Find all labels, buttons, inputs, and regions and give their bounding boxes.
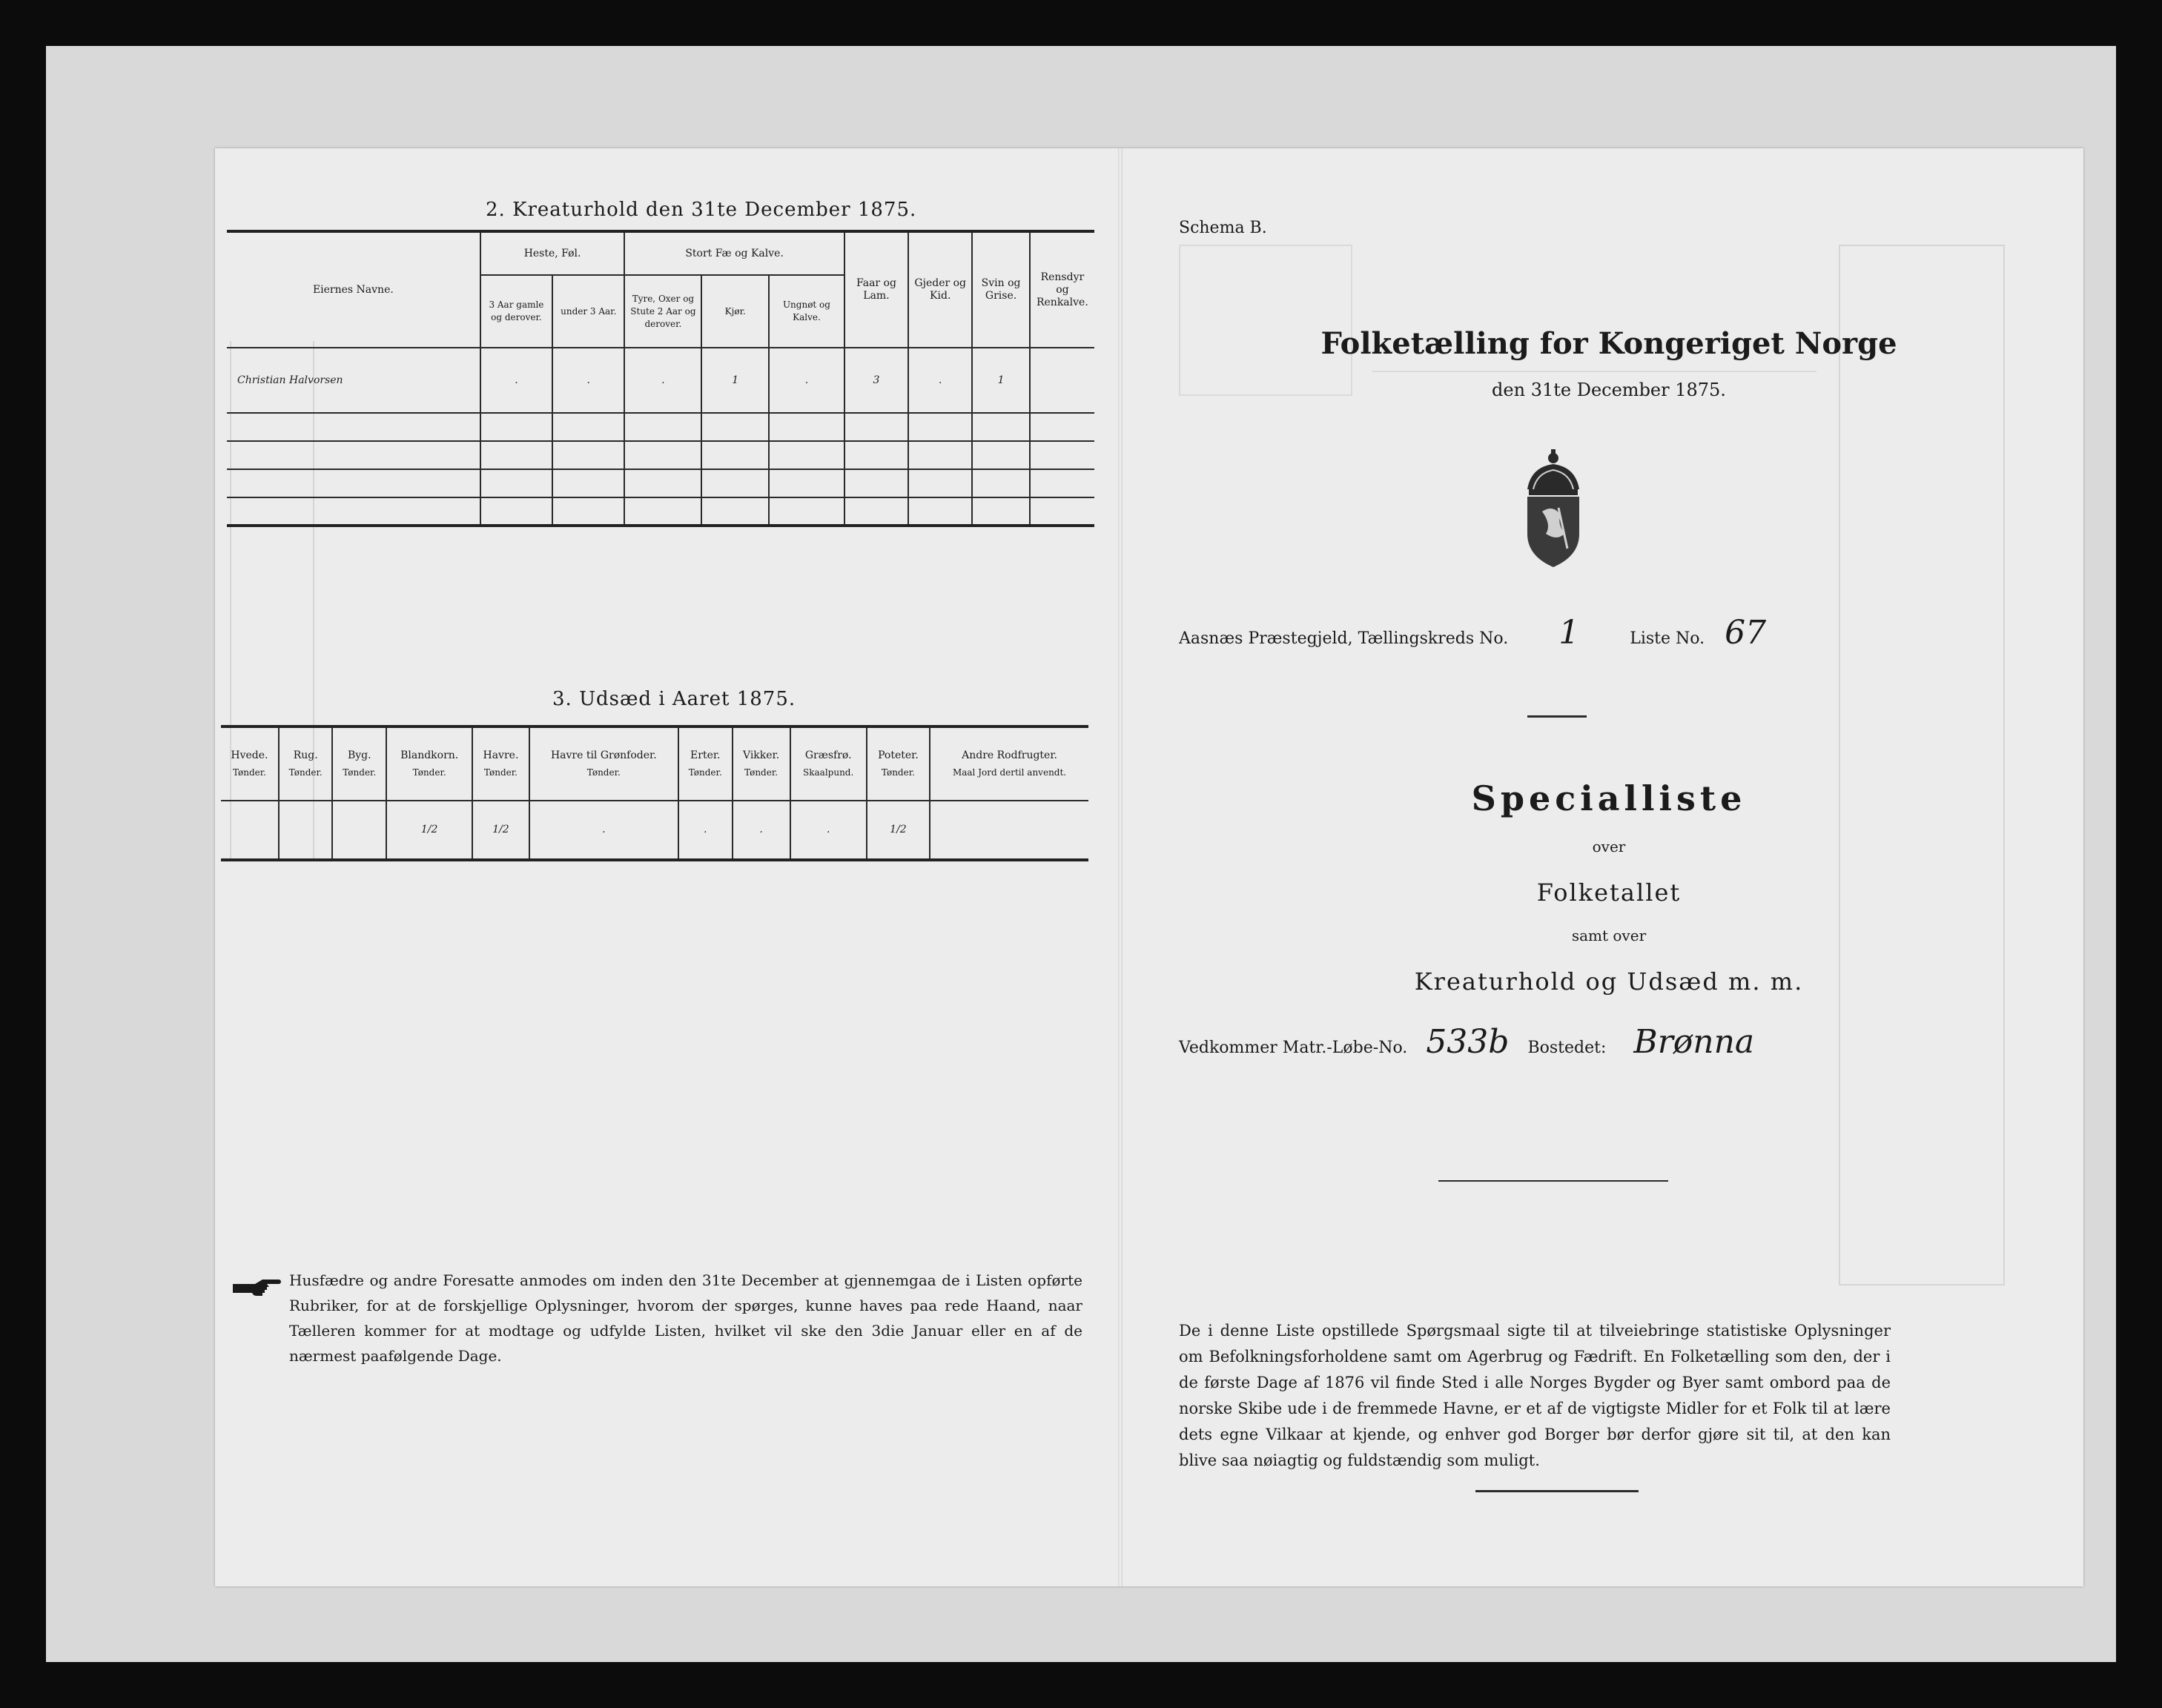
livestock-table <box>227 230 1094 527</box>
main-subtitle: den 31te December 1875. <box>1492 380 1726 400</box>
owner-name: Christian Halvorsen <box>227 348 480 413</box>
seed-table <box>221 725 1088 861</box>
col-owner: Eiernes Navne. <box>227 231 480 348</box>
col-gjeder: Gjeder og Kid. <box>908 231 972 348</box>
seed-col-unit: Tønder. <box>343 767 377 778</box>
seed-value <box>332 801 386 860</box>
livestock-row <box>227 348 1094 413</box>
seed-col-header <box>472 726 529 801</box>
cell-heste-b: . <box>552 348 624 413</box>
seed-col-unit: Tønder. <box>412 767 446 778</box>
pointing-hand-icon <box>231 1275 283 1305</box>
seed-col-header <box>790 726 867 801</box>
seed-col-header <box>733 726 790 801</box>
empty-row <box>227 497 1094 526</box>
seed-col-name: Poteter. <box>878 749 919 761</box>
seed-col-header <box>930 726 1088 801</box>
page-fold <box>1118 148 1123 1586</box>
seed-value: 1/2 <box>386 801 472 860</box>
bosted-value: Brønna <box>1633 1023 1755 1061</box>
seed-col-header <box>332 726 386 801</box>
section2-title: 2. Kreaturhold den 31te December 1875. <box>486 199 917 221</box>
empty-row <box>227 469 1094 497</box>
cell-heste-a: . <box>480 348 552 413</box>
specialliste-heading: Specialliste <box>1471 778 1747 818</box>
instruction-note: Husfædre og andre Foresatte anmodes om inden den 31te December at gjennemgaa de i Listen opførte Rubriker, for at de forskjellige Oplysninger, hvorom der spørges, kunne haves paa rede Haand, naar Tælleren kommer for at modtage og udfylde Listen, hvilket vil ske den 3die Januar eller en af de nærmest paafølgende Dage. <box>289 1271 1082 1365</box>
location-label2: Liste No. <box>1630 629 1705 648</box>
seed-col-name: Hvede. <box>231 749 268 761</box>
cell-gjeder: . <box>908 348 972 413</box>
col-faar: Faar og Lam. <box>844 231 908 348</box>
matr-label: Vedkommer Matr.-Løbe-No. <box>1179 1039 1408 1057</box>
col-stort-a: Tyre, Oxer og Stute 2 Aar og derover. <box>624 275 701 348</box>
census-sheet <box>215 148 2083 1586</box>
seed-col-name: Vikker. <box>742 749 780 761</box>
cell-faar: 3 <box>844 348 908 413</box>
coat-of-arms-icon <box>1513 445 1594 571</box>
location-label1: Præstegjeld, Tællingskreds No. <box>1248 629 1509 648</box>
samt-over-text: samt over <box>1571 927 1647 944</box>
folketallet-heading: Folketallet <box>1536 878 1682 907</box>
kreaturhold-heading: Kreaturhold og Udsæd m. m. <box>1414 967 1804 996</box>
location-prefix: Aasnæs <box>1179 629 1243 648</box>
cell-stort-a: . <box>624 348 701 413</box>
liste-number: 67 <box>1725 614 1767 652</box>
seed-col-header <box>678 726 733 801</box>
col-svin: Svin og Grise. <box>972 231 1029 348</box>
divider <box>1475 1490 1639 1492</box>
matr-line <box>1179 1023 1920 1061</box>
seed-col-unit: Tønder. <box>232 767 266 778</box>
seed-col-unit: Tønder. <box>483 767 518 778</box>
livestock-header-row-1 <box>227 231 1094 275</box>
cell-rensdyr <box>1030 348 1094 413</box>
col-stort-c: Ungnøt og Kalve. <box>769 275 844 348</box>
seed-col-header <box>867 726 930 801</box>
seed-col-name: Rug. <box>293 749 318 761</box>
seed-col-unit: Maal Jord dertil anvendt. <box>952 767 1067 778</box>
seed-value: . <box>529 801 678 860</box>
seed-col-unit: Tønder. <box>688 767 722 778</box>
seed-value: . <box>678 801 733 860</box>
seed-col-name: Erter. <box>690 749 721 761</box>
seed-col-unit: Tønder. <box>881 767 915 778</box>
main-title: Folketælling for Kongeriget Norge <box>1320 326 1897 361</box>
seed-value <box>930 801 1088 860</box>
seed-col-unit: Tønder. <box>744 767 778 778</box>
seed-value-row <box>221 801 1088 860</box>
seed-value <box>279 801 333 860</box>
col-stort: Stort Fæ og Kalve. <box>624 231 844 275</box>
seed-col-name: Andre Rodfrugter. <box>962 749 1057 761</box>
divider <box>1527 715 1587 718</box>
seed-col-name: Havre. <box>483 749 519 761</box>
info-paragraph: De i denne Liste opstillede Spørgsmaal sigte til at tilveiebringe statistiske Oplysninger om Befolkningsforholdene samt om Agerbrug og Fædrift. En Folketælling som den, der i de første Dage af 1876 vil finde Sted i alle Norges Bygder og Byer samt ombord paa de norske Skibe ude i de fremmede Havne, er et af de vigtigste Midler for et Folk til at lære dets egne Vilkaar at kjende, og enhver god Borger bør derfor gjøre sit til, at den kan blive saa nøiagtig og fuldstændig som muligt. <box>1179 1322 1891 1469</box>
col-stort-b: Kjør. <box>701 275 769 348</box>
seed-col-unit: Skaalpund. <box>803 767 854 778</box>
seed-value: 1/2 <box>867 801 930 860</box>
col-rensdyr: Rensdyr og Renkalve. <box>1030 231 1094 348</box>
seed-value: . <box>733 801 790 860</box>
seed-col-name: Havre til Grønfoder. <box>550 749 657 761</box>
col-heste-b: under 3 Aar. <box>552 275 624 348</box>
seed-value <box>221 801 279 860</box>
kreds-number: 1 <box>1558 614 1580 652</box>
seed-col-header <box>221 726 279 801</box>
bosted-label: Bostedet: <box>1527 1039 1607 1057</box>
seed-col-header <box>529 726 678 801</box>
cell-stort-c: . <box>769 348 844 413</box>
matr-number: 533b <box>1426 1023 1510 1061</box>
seed-col-unit: Tønder. <box>586 767 621 778</box>
schema-label: Schema B. <box>1179 219 1267 237</box>
location-line <box>1179 614 1920 652</box>
divider <box>1438 1180 1668 1182</box>
seed-value: 1/2 <box>472 801 529 860</box>
col-heste-a: 3 Aar gamle og derover. <box>480 275 552 348</box>
cell-svin: 1 <box>972 348 1029 413</box>
seed-header-row <box>221 726 1088 801</box>
seed-col-name: Byg. <box>347 749 371 761</box>
empty-row <box>227 441 1094 469</box>
cell-stort-b: 1 <box>701 348 769 413</box>
seed-col-name: Blandkorn. <box>400 749 459 761</box>
seed-col-unit: Tønder. <box>288 767 323 778</box>
empty-row <box>227 413 1094 441</box>
section3-title: 3. Udsæd i Aaret 1875. <box>552 688 796 710</box>
over-text-1: over <box>1592 838 1626 855</box>
seed-col-header <box>386 726 472 801</box>
col-heste: Heste, Føl. <box>480 231 625 275</box>
seed-col-name: Græsfrø. <box>804 749 852 761</box>
seed-col-header <box>279 726 333 801</box>
seed-value: . <box>790 801 867 860</box>
